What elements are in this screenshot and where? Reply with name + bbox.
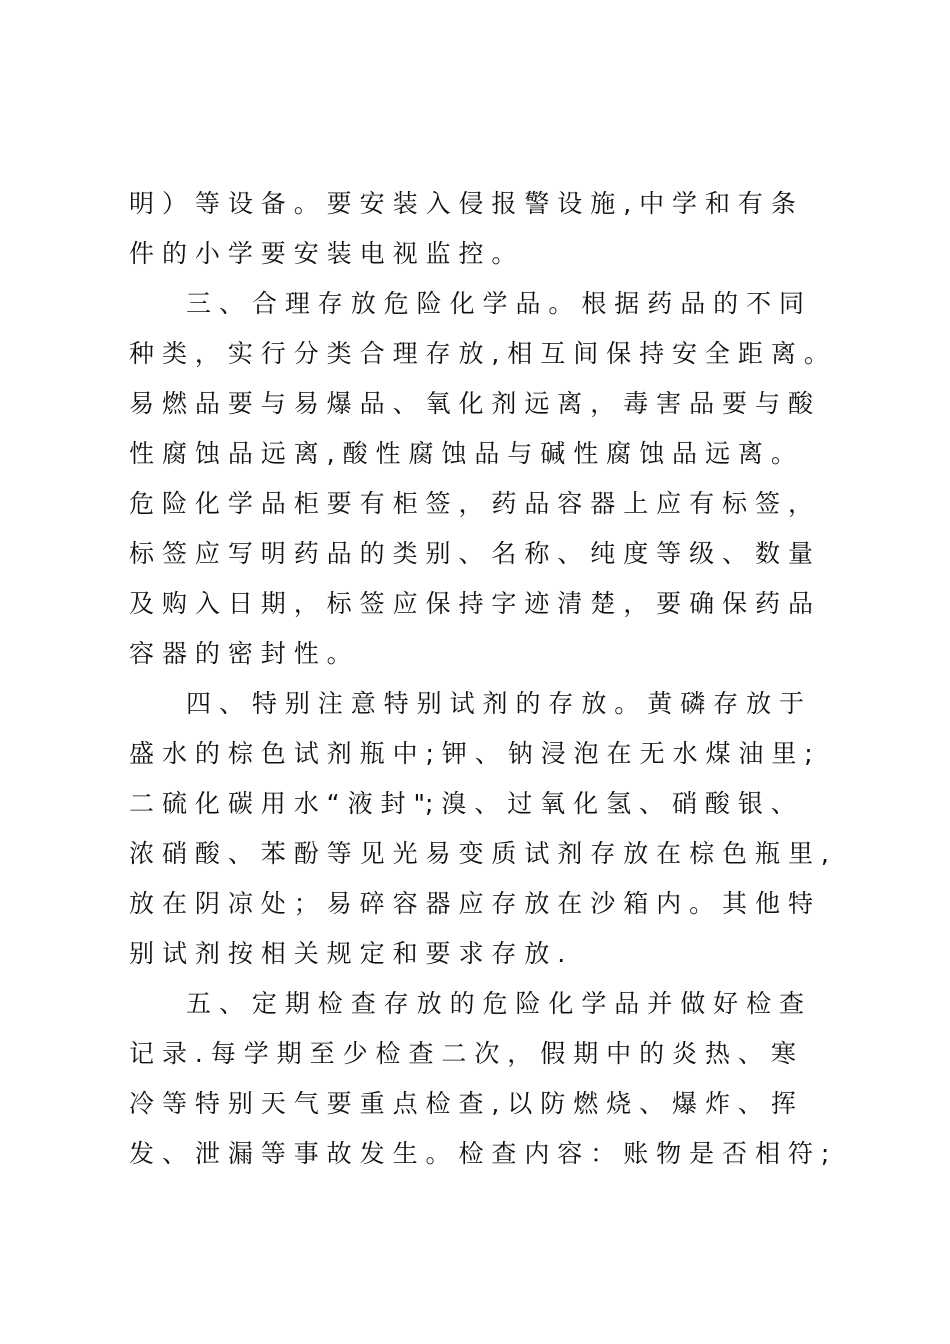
- text-line-8: [129, 534, 829, 574]
- text-line-7-content: 危 险 化 学 品 柜 要 有 柜 签 ， 药 品 容 器 上 应 有 标 签 ，: [129, 489, 813, 518]
- text-line-1: [129, 184, 829, 224]
- text-line-13-content: 二 硫 化 碳 用 水 “ 液 封 "; 溴 、 过 氧 化 氢 、 硝 酸 银 、: [129, 789, 796, 818]
- text-line-18-content: 记 录 . 每 学 期 至 少 检 查 二 次 ， 假 期 中 的 炎 热 、 寒: [129, 1039, 796, 1068]
- text-line-5-content: 易 燃 品 要 与 易 爆 品 、 氧 化 剂 远 离 ， 毒 害 品 要 与 酸: [129, 389, 813, 418]
- text-line-13: [129, 784, 829, 824]
- text-line-2: [129, 234, 829, 274]
- text-line-9: [129, 584, 829, 624]
- text-line-12-content: 盛 水 的 棕 色 试 剂 瓶 中 ; 钾 、 钠 浸 泡 在 无 水 煤 油 里 ;: [129, 739, 813, 768]
- text-line-19: [129, 1084, 829, 1124]
- text-line-10: [129, 634, 829, 674]
- text-line-4: [129, 334, 829, 374]
- text-line-15: [129, 884, 829, 924]
- text-line-20: [129, 1134, 829, 1174]
- text-line-15-content: 放 在 阴 凉 处 ； 易 碎 容 器 应 存 放 在 沙 箱 内 。 其 他 特: [129, 889, 813, 918]
- text-line-19-content: 冷 等 特 别 天 气 要 重 点 检 查 , 以 防 燃 烧 、 爆 炸 、 挥: [129, 1089, 796, 1118]
- text-line-6: [129, 434, 829, 474]
- text-line-2-content: 件 的 小 学 要 安 装 电 视 监 控 。: [129, 239, 517, 268]
- paragraph-4-start: [186, 684, 829, 724]
- text-line-20-content: 发 、 泄 漏 等 事 故 发 生 。 检 查 内 容 ： 账 物 是 否 相 符 ;: [129, 1139, 829, 1168]
- text-line-9-content: 及 购 入 日 期 ， 标 签 应 保 持 字 迹 清 楚 ， 要 确 保 药 品: [129, 589, 813, 618]
- text-line-18: [129, 1034, 829, 1074]
- text-line-14: [129, 834, 829, 874]
- text-line-3-content: 三 、 合 理 存 放 危 险 化 学 品 。 根 据 药 品 的 不 同: [186, 289, 805, 318]
- text-line-4-content: 种 类 ， 实 行 分 类 合 理 存 放 , 相 互 间 保 持 安 全 距 离 。: [129, 339, 829, 368]
- text-line-17-content: 五 、 定 期 检 查 存 放 的 危 险 化 学 品 并 做 好 检 查: [186, 989, 805, 1018]
- paragraph-3-start: [186, 284, 829, 324]
- text-line-6-content: 性 腐 蚀 品 远 离 , 酸 性 腐 蚀 品 与 碱 性 腐 蚀 品 远 离 。: [129, 439, 796, 468]
- text-line-1-content: 明 ） 等 设 备 。 要 安 装 入 侵 报 警 设 施 , 中 学 和 有 条: [129, 189, 796, 218]
- text-line-14-content: 浓 硝 酸 、 苯 酚 等 见 光 易 变 质 试 剂 存 放 在 棕 色 瓶 里 ,: [129, 839, 829, 868]
- text-line-7: [129, 484, 829, 524]
- text-line-10-content: 容 器 的 密 封 性 。: [129, 639, 352, 668]
- text-line-16: [129, 934, 829, 974]
- text-line-11-content: 四 、 特 别 注 意 特 别 试 剂 的 存 放 。 黄 磷 存 放 于: [186, 689, 805, 718]
- text-line-8-content: 标 签 应 写 明 药 品 的 类 别 、 名 称 、 纯 度 等 级 、 数 量: [129, 539, 813, 568]
- paragraph-5-start: [186, 984, 829, 1024]
- text-line-5: [129, 384, 829, 424]
- text-line-16-content: 别 试 剂 按 相 关 规 定 和 要 求 存 放 .: [129, 939, 566, 968]
- text-line-12: [129, 734, 829, 774]
